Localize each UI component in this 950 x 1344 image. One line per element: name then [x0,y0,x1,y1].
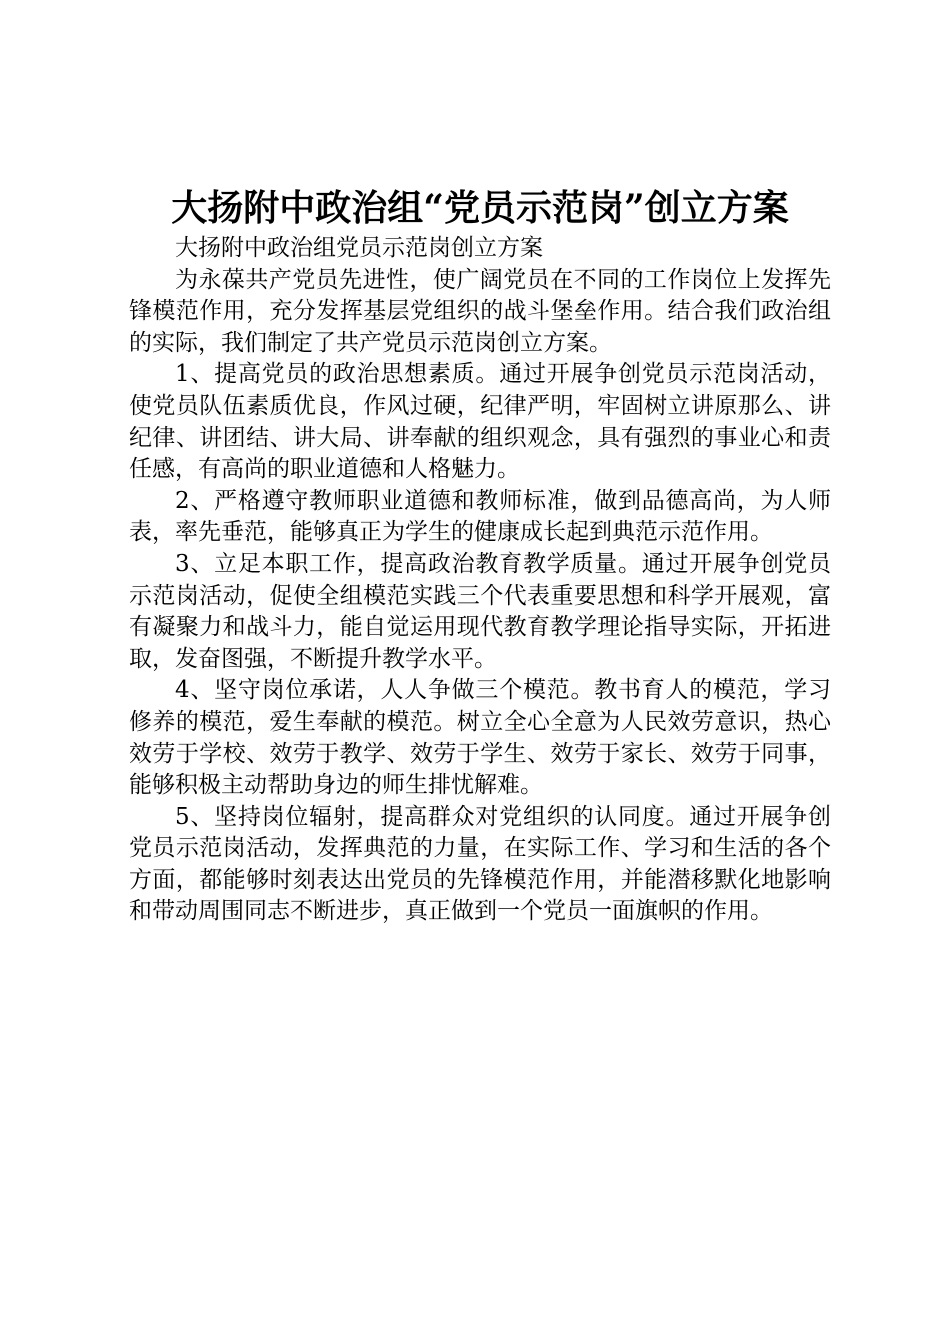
paragraph-intro: 为永葆共产党员先进性，使广阔党员在不同的工作岗位上发挥先锋模范作用，充分发挥基层党组织的战斗堡垒作用。结合我们政治组的实际，我们制定了共产党员示范岗创立方案。 [129,266,831,356]
document-body [129,233,831,928]
paragraph-subtitle: 大扬附中政治组党员示范岗创立方案 [175,235,543,261]
paragraph-item-2: 2、严格遵守教师职业道德和教师标准，做到品德高尚，为人师表，率先垂范，能够真正为学生的健康成长起到典范示范作用。 [129,487,831,546]
document-title: 大扬附中政治组“党员示范岗”创立方案 [171,187,789,229]
paragraph-item-4: 4、坚守岗位承诺，人人争做三个模范。教书育人的模范，学习修养的模范，爱生奉献的模范。树立全心全意为人民效劳意识，热心效劳于学校、效劳于教学、效劳于学生、效劳于家长、效劳于同事，能够积极主动帮助身边的师生排忧解难。 [129,677,831,799]
paragraph-item-1: 1、提高党员的政治思想素质。通过开展争创党员示范岗活动，使党员队伍素质优良，作风过硬，纪律严明，牢固树立讲原那么、讲纪律、讲团结、讲大局、讲奉献的组织观念，具有强烈的事业心和责任感，有高尚的职业道德和人格魅力。 [129,361,831,483]
paragraph-item-5: 5、坚持岗位辐射，提高群众对党组织的认同度。通过开展争创党员示范岗活动，发挥典范的力量，在实际工作、学习和生活的各个方面，都能够时刻表达出党员的先锋模范作用，并能潜移默化地影响和带动周围同志不断进步，真正做到一个党员一面旗帜的作用。 [129,803,831,925]
paragraph-item-3: 3、立足本职工作，提高政治教育教学质量。通过开展争创党员示范岗活动，促使全组模范实践三个代表重要思想和科学开展观，富有凝聚力和战斗力，能自觉运用现代教育教学理论指导实际，开拓进取，发奋图强，不断提升教学水平。 [129,550,831,672]
